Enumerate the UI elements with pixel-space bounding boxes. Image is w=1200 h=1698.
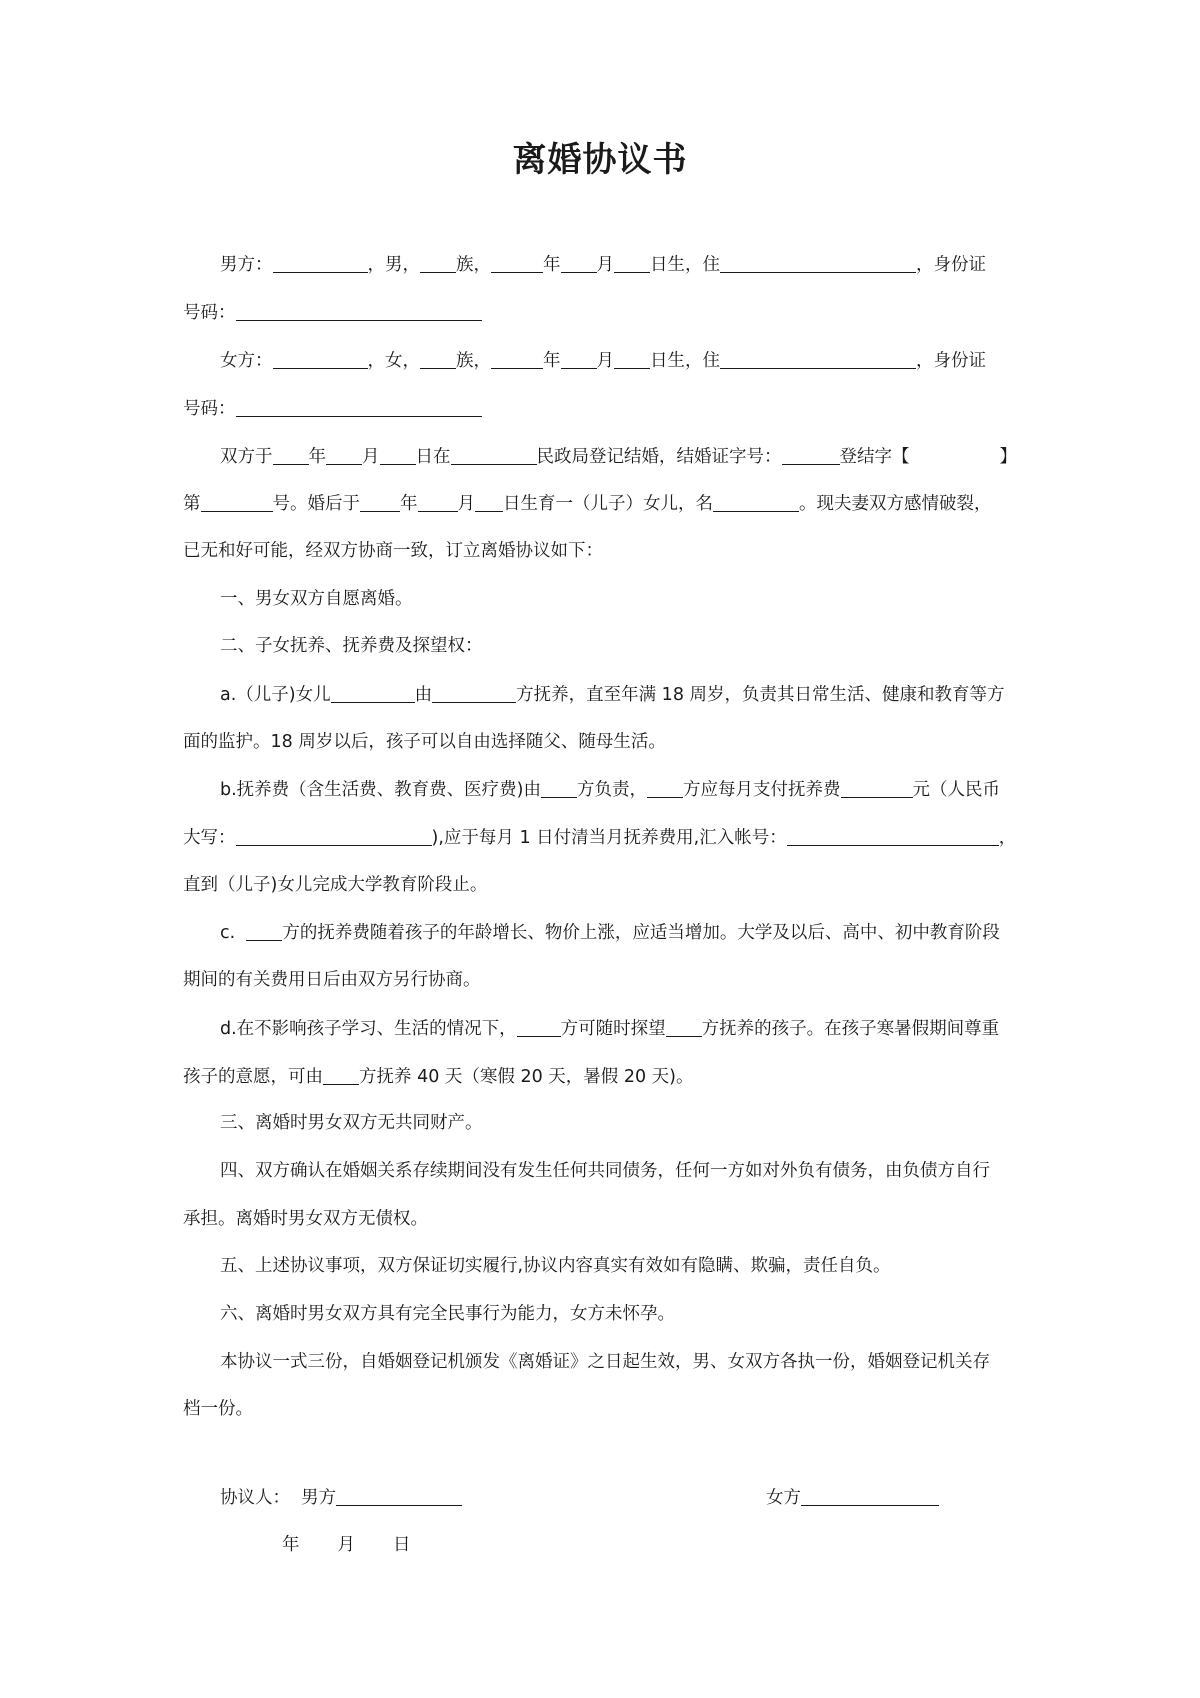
- marriage-cert-text: 登结字【: [839, 447, 910, 467]
- clause-b-text-2: 方负责，: [577, 780, 647, 800]
- clause-b-payer-blank: [647, 777, 683, 798]
- male-ethnic-text: 族，: [456, 255, 491, 275]
- marriage-line-2: [183, 488, 992, 518]
- female-id-blank: [236, 396, 482, 417]
- birth-year-blank: [360, 491, 400, 512]
- birth-day-text: 日生育一（儿子）女儿，名: [503, 494, 713, 514]
- clause-b-text-3: 方应每月支付抚养费: [683, 780, 841, 800]
- clause-d-holiday-blank: [323, 1064, 359, 1085]
- clause-d-text-1: d.在不影响孩子学习、生活的情况下，: [220, 1019, 517, 1039]
- signature-female-blank: [801, 1485, 939, 1506]
- clause-1: 一、男女双方自愿离婚。: [220, 589, 413, 609]
- signature-day-text: 日: [393, 1535, 411, 1555]
- male-label: 男方：: [220, 255, 273, 275]
- clause-a-line-1: [220, 679, 1005, 709]
- clause-b-text-6: ，: [998, 828, 1017, 848]
- signature-female-line: [766, 1482, 939, 1512]
- clause-d-text-5: 方抚养 40 天（寒假 20 天，暑假 20 天)。: [359, 1067, 694, 1087]
- signature-male-line: [220, 1482, 462, 1512]
- male-info-line: [220, 249, 986, 279]
- clause-a-text-3: 方抚养，直至年满 18 周岁，负责其日常生活、健康和教育等方: [516, 685, 1005, 705]
- clause-b-line-3: 直到（儿子)女儿完成大学教育阶段止。: [183, 875, 488, 895]
- marriage-rest-text: 。现夫妻双方感情破裂，: [799, 494, 992, 514]
- female-id-line: [183, 393, 482, 423]
- marriage-bureau-text: 民政局登记结婚，结婚证字号：: [536, 447, 782, 467]
- clause-a-line-2: 面的监护。18 周岁以后，孩子可以自由选择随父、随母生活。: [183, 732, 666, 752]
- female-dayborn-text: 日生，住: [650, 351, 720, 371]
- signature-year-text: 年: [282, 1535, 300, 1555]
- female-year-text: 年: [543, 351, 561, 371]
- birth-month-blank: [418, 491, 458, 512]
- birth-month-text: 月: [457, 494, 475, 514]
- female-ethnic-text: 族，: [456, 351, 491, 371]
- female-year-blank: [491, 348, 543, 369]
- male-name-blank: [273, 252, 368, 273]
- clause-b-line-2: [183, 822, 1016, 852]
- female-label: 女方：: [220, 351, 273, 371]
- clause-c-party-blank: [246, 920, 282, 941]
- clause-d-visitor-blank: [517, 1016, 561, 1037]
- male-id-prefix: ，身份证: [916, 255, 986, 275]
- clause-3: 三、离婚时男女双方无共同财产。: [220, 1113, 483, 1133]
- clause-4-line-2: 承担。离婚时男女双方无债权。: [183, 1209, 428, 1229]
- marriage-line-1: [220, 441, 1017, 471]
- clause-b-line-1: [220, 774, 1000, 804]
- clause-b-capital-label: 大写：: [183, 828, 236, 848]
- clause-c-line-2: 期间的有关费用日后由双方另行协商。: [183, 970, 481, 990]
- birth-day-blank: [475, 491, 503, 512]
- female-info-line: [220, 345, 986, 375]
- marriage-month-blank: [326, 444, 362, 465]
- marriage-text-1: 双方于: [220, 447, 273, 467]
- marriage-line-3: 已无和好可能，经双方协商一致，订立离婚协议如下：: [183, 541, 603, 561]
- clause-d-text-2: 方可随时探望: [560, 1019, 666, 1039]
- clause-a-child-blank: [331, 682, 415, 703]
- marriage-year-blank: [273, 444, 309, 465]
- male-year-blank: [491, 252, 543, 273]
- male-gender-text: ，男，: [367, 255, 420, 275]
- closing-line-1: 本协议一式三份，自婚姻登记机颁发《离婚证》之日起生效，男、女双方各执一份，婚姻登记机关存: [220, 1352, 990, 1372]
- clause-2: 二、子女抚养、抚养费及探望权：: [220, 636, 483, 656]
- marriage-bracket-close: 】: [999, 447, 1017, 467]
- signature-date-line: [282, 1530, 411, 1560]
- male-month-blank: [561, 252, 597, 273]
- female-gender-text: ，女，: [367, 351, 420, 371]
- clause-b-account-blank: [787, 825, 999, 846]
- clause-6: 六、离婚时男女双方具有完全民事行为能力，女方未怀孕。: [220, 1304, 675, 1324]
- clause-a-party-blank: [432, 682, 516, 703]
- female-month-blank: [561, 348, 597, 369]
- clause-b-amount-blank: [841, 777, 913, 798]
- marriage-day-blank: [380, 444, 416, 465]
- clause-d-line-2: [183, 1061, 694, 1091]
- clause-c-text-2: 方的抚养费随着孩子的年龄增长、物价上涨，应适当增加。大学及以后、高中、初中教育阶段: [282, 923, 1000, 943]
- clause-d-text-3: 方抚养的孩子。在孩子寒暑假期间尊重: [701, 1019, 1000, 1039]
- marriage-month-text: 月: [362, 447, 380, 467]
- male-dayborn-text: 日生，住: [650, 255, 720, 275]
- marriage-year-text: 年: [308, 447, 326, 467]
- closing-line-2: 档一份。: [183, 1399, 253, 1419]
- female-day-blank: [614, 348, 650, 369]
- female-id-prefix: ，身份证: [916, 351, 986, 371]
- marriage-dayat-text: 日在: [415, 447, 451, 467]
- clause-b-party-blank: [541, 777, 577, 798]
- signature-party-label: 协议人：: [220, 1488, 290, 1508]
- male-month-text: 月: [596, 255, 614, 275]
- male-id-label: 号码：: [183, 303, 236, 323]
- clause-d-text-4: 孩子的意愿，可由: [183, 1067, 323, 1087]
- male-id-blank: [236, 300, 482, 321]
- clause-c-text-1: c.: [220, 923, 236, 943]
- marriage-bureau-blank: [451, 444, 537, 465]
- marriage-cert-blank: [782, 444, 840, 465]
- male-year-text: 年: [543, 255, 561, 275]
- female-id-label: 号码：: [183, 399, 236, 419]
- clause-4-line-1: 四、双方确认在婚姻关系存续期间没有发生任何共同债务，任何一方如对外负有债务，由负债方自行: [220, 1161, 990, 1181]
- signature-female-label: 女方: [766, 1488, 801, 1508]
- male-id-line: [183, 297, 482, 327]
- female-address-blank: [720, 348, 916, 369]
- signature-month-text: 月: [337, 1535, 355, 1555]
- birth-year-text: 年: [400, 494, 418, 514]
- female-ethnic-blank: [420, 348, 456, 369]
- clause-a-text-1: a.（儿子)女儿: [220, 685, 331, 705]
- child-name-blank: [713, 491, 799, 512]
- marriage-no-prefix: 第: [183, 494, 201, 514]
- clause-5: 五、上述协议事项，双方保证切实履行,协议内容真实有效如有隐瞒、欺骗，责任自负。: [220, 1256, 891, 1276]
- clause-c-line-1: [220, 917, 1000, 947]
- clause-b-text-5: ),应于每月 1 日付清当月抚养费用,汇入帐号：: [431, 828, 787, 848]
- male-address-blank: [720, 252, 916, 273]
- marriage-no-blank: [201, 491, 273, 512]
- clause-a-text-2: 由: [414, 685, 433, 705]
- signature-male-blank: [336, 1485, 462, 1506]
- male-ethnic-blank: [420, 252, 456, 273]
- clause-b-capital-blank: [236, 825, 432, 846]
- clause-b-text-1: b.抚养费（含生活费、教育费、医疗费)由: [220, 780, 541, 800]
- clause-b-text-4: 元（人民币: [912, 780, 1000, 800]
- clause-d-line-1: [220, 1013, 999, 1043]
- document-title: 离婚协议书: [512, 140, 688, 180]
- female-month-text: 月: [596, 351, 614, 371]
- clause-d-custodian-blank: [666, 1016, 702, 1037]
- marriage-no-suffix: 号。婚后于: [272, 494, 360, 514]
- female-name-blank: [273, 348, 368, 369]
- signature-male-label: 男方: [301, 1488, 337, 1508]
- male-day-blank: [614, 252, 650, 273]
